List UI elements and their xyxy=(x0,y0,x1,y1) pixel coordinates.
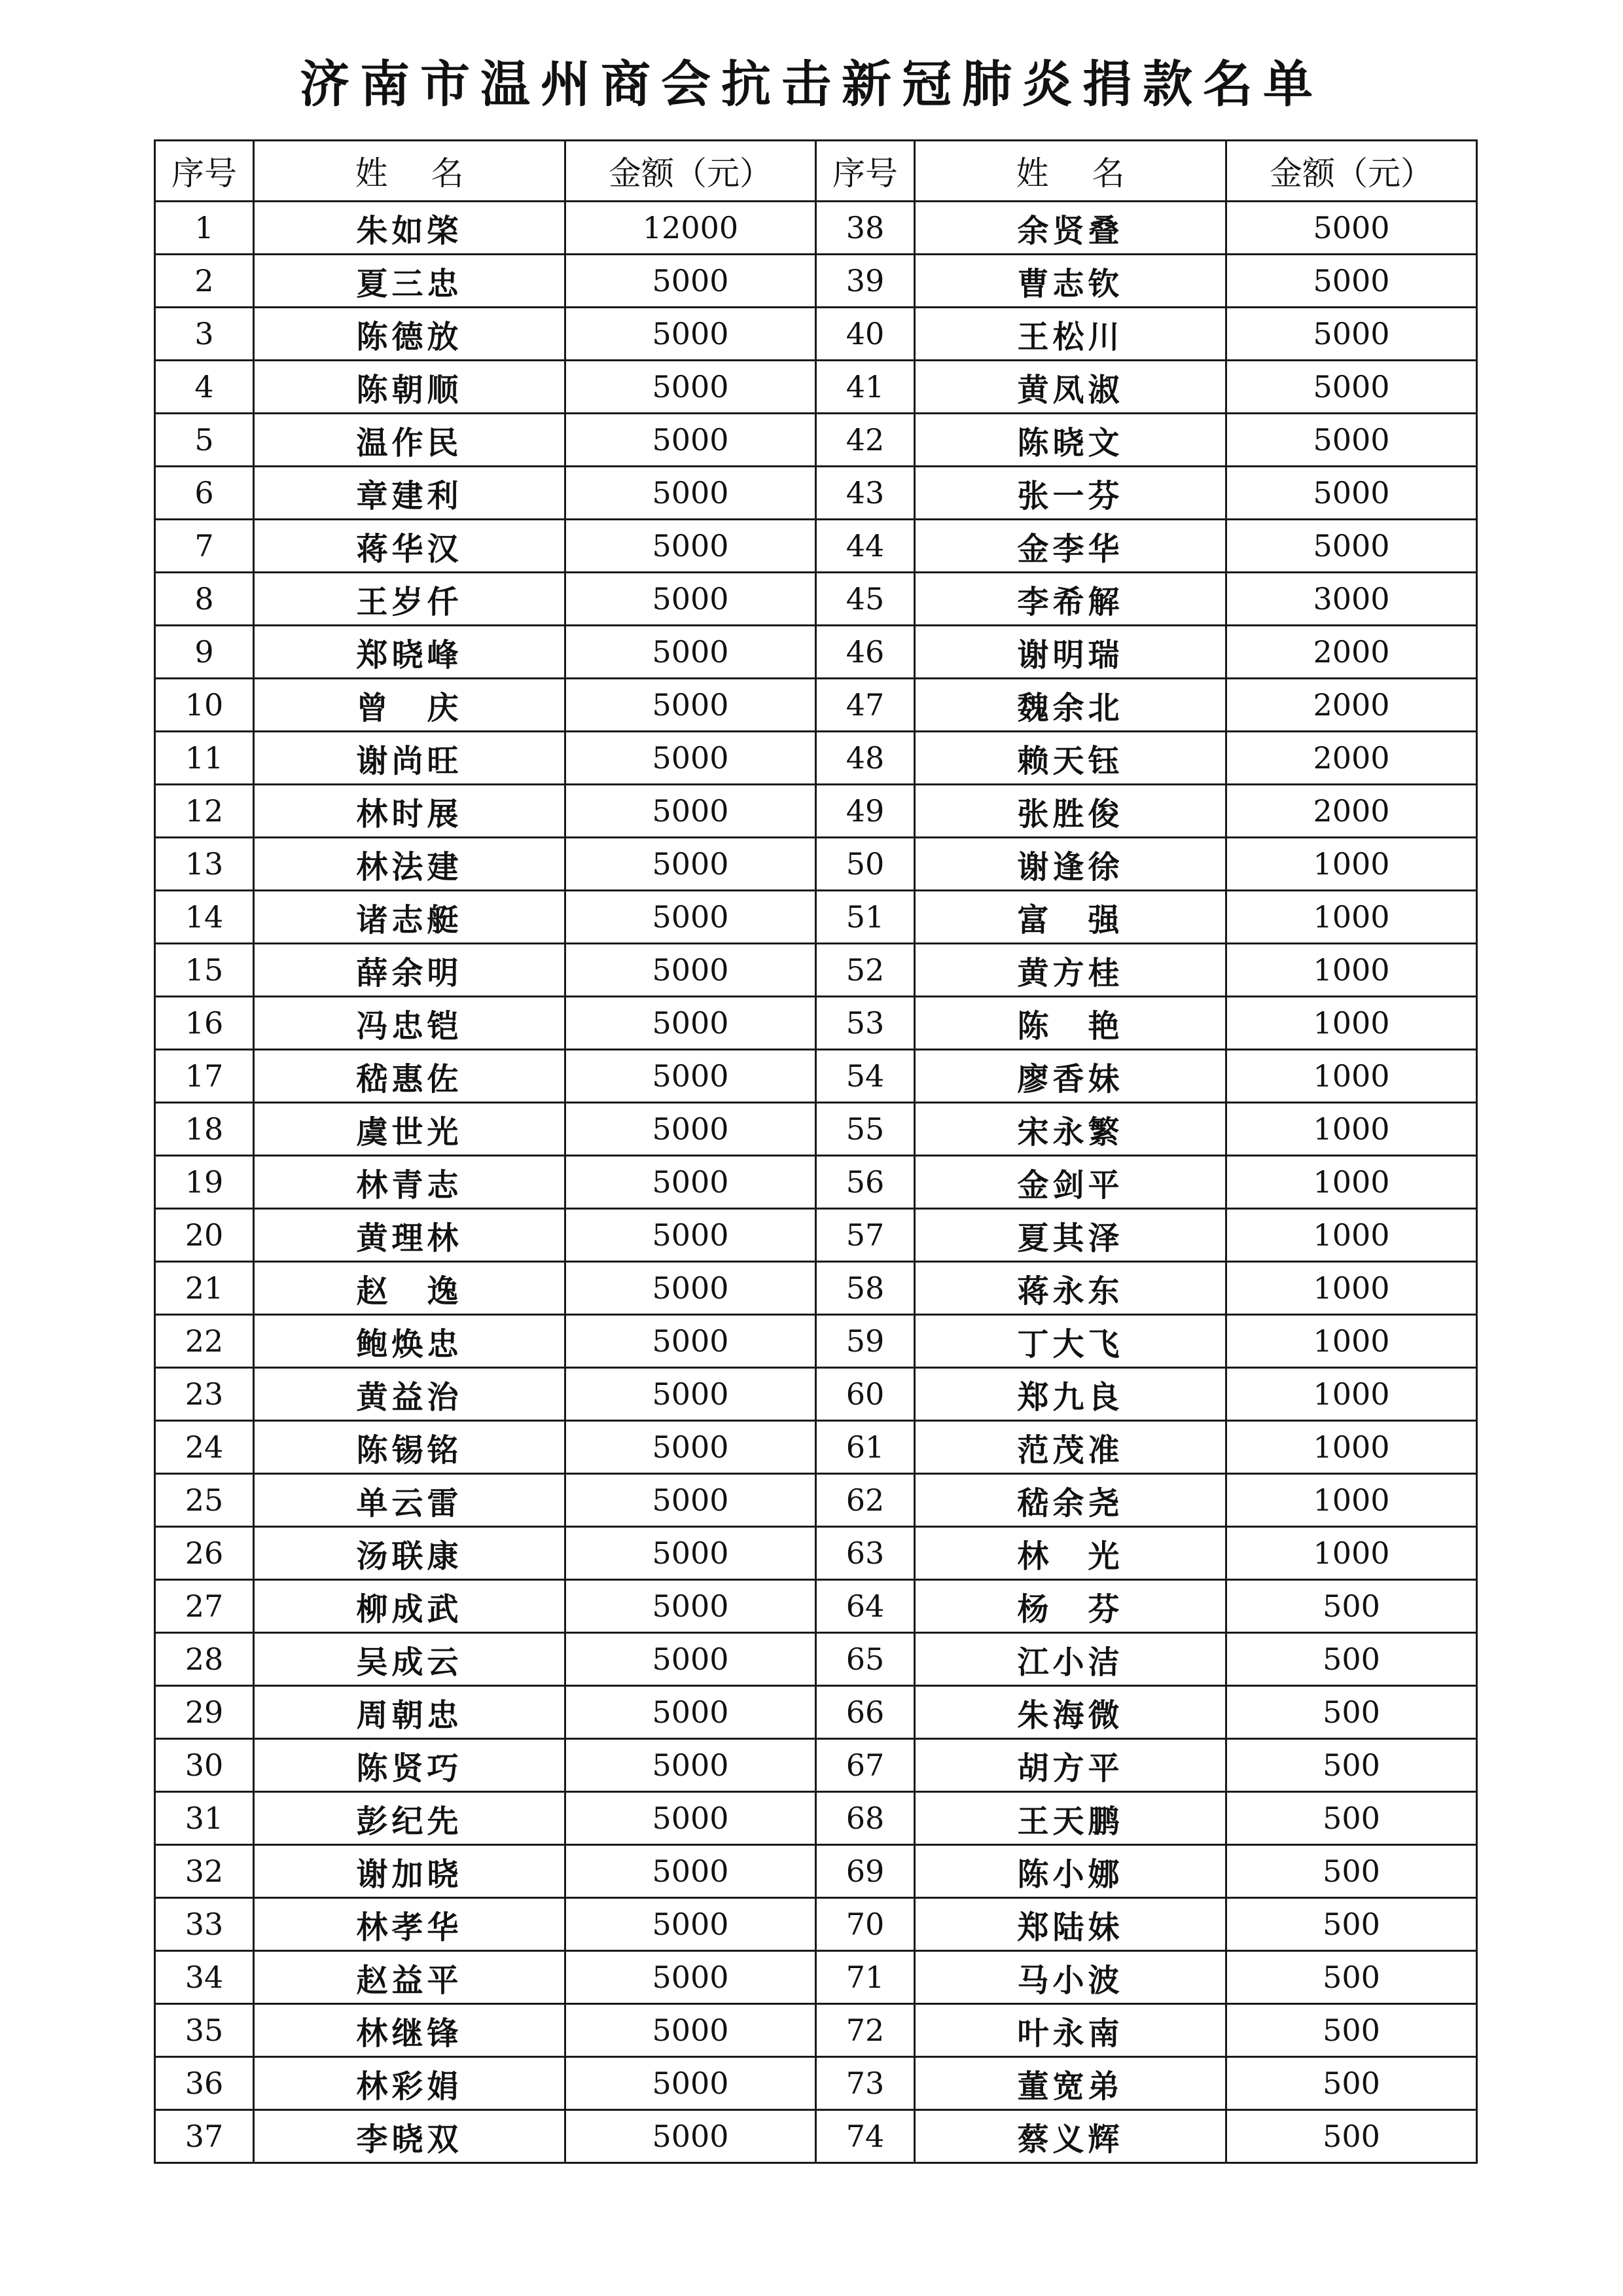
donor-number: 50 xyxy=(816,838,915,891)
donation-amount: 5000 xyxy=(565,732,816,785)
donor-name: 薛余明 xyxy=(254,944,565,997)
donor-number: 22 xyxy=(155,1315,254,1368)
donation-amount: 5000 xyxy=(565,626,816,679)
donor-name: 吴成云 xyxy=(254,1633,565,1686)
donor-number: 3 xyxy=(155,308,254,361)
donation-amount: 5000 xyxy=(565,679,816,732)
table-row xyxy=(155,520,1477,573)
donation-amount: 5000 xyxy=(565,520,816,573)
table-row xyxy=(155,1315,1477,1368)
donor-name: 虞世光 xyxy=(254,1103,565,1156)
donation-amount: 500 xyxy=(1226,1633,1477,1686)
donor-name: 魏余北 xyxy=(915,679,1226,732)
donation-amount: 5000 xyxy=(1226,520,1477,573)
donor-number: 15 xyxy=(155,944,254,997)
donor-name: 章建利 xyxy=(254,467,565,520)
donation-amount: 1000 xyxy=(1226,1368,1477,1421)
donor-number: 64 xyxy=(816,1580,915,1633)
donor-number: 34 xyxy=(155,1951,254,2004)
donation-amount: 1000 xyxy=(1226,1527,1477,1580)
header-no: 序号 xyxy=(155,141,254,202)
donor-number: 24 xyxy=(155,1421,254,1474)
table-row xyxy=(155,361,1477,414)
donor-name: 廖香妹 xyxy=(915,1050,1226,1103)
table-row xyxy=(155,308,1477,361)
donation-amount: 5000 xyxy=(565,1050,816,1103)
page-title: 济南市温州商会抗击新冠肺炎捐款名单 xyxy=(300,55,1323,113)
donor-number: 43 xyxy=(816,467,915,520)
donor-name: 王松川 xyxy=(915,308,1226,361)
donor-number: 18 xyxy=(155,1103,254,1156)
donation-amount: 2000 xyxy=(1226,626,1477,679)
donor-number: 56 xyxy=(816,1156,915,1209)
donor-number: 51 xyxy=(816,891,915,944)
donor-name: 江小洁 xyxy=(915,1633,1226,1686)
donor-number: 59 xyxy=(816,1315,915,1368)
table-row xyxy=(155,1845,1477,1898)
donor-number: 10 xyxy=(155,679,254,732)
donor-name: 诸志艇 xyxy=(254,891,565,944)
donor-name: 董宽弟 xyxy=(915,2057,1226,2110)
donation-amount: 5000 xyxy=(565,997,816,1050)
header-no: 序号 xyxy=(816,141,915,202)
donation-amount: 5000 xyxy=(565,2004,816,2057)
donor-number: 1 xyxy=(155,202,254,255)
donor-name: 陈 艳 xyxy=(915,997,1226,1050)
donation-table xyxy=(154,139,1478,2164)
donor-name: 金李华 xyxy=(915,520,1226,573)
donor-name: 李希解 xyxy=(915,573,1226,626)
donation-amount: 5000 xyxy=(565,1156,816,1209)
table-row xyxy=(155,1686,1477,1739)
donation-amount: 1000 xyxy=(1226,1262,1477,1315)
donor-number: 45 xyxy=(816,573,915,626)
donor-number: 27 xyxy=(155,1580,254,1633)
table-header-row xyxy=(155,141,1477,202)
donor-name: 余贤叠 xyxy=(915,202,1226,255)
donor-name: 富 强 xyxy=(915,891,1226,944)
donor-number: 54 xyxy=(816,1050,915,1103)
donor-number: 4 xyxy=(155,361,254,414)
donor-number: 19 xyxy=(155,1156,254,1209)
donor-number: 47 xyxy=(816,679,915,732)
donor-name: 林彩娟 xyxy=(254,2057,565,2110)
donor-name: 林孝华 xyxy=(254,1898,565,1951)
donation-amount: 5000 xyxy=(565,2057,816,2110)
donor-number: 7 xyxy=(155,520,254,573)
donor-number: 55 xyxy=(816,1103,915,1156)
donor-number: 44 xyxy=(816,520,915,573)
donor-number: 12 xyxy=(155,785,254,838)
table-row xyxy=(155,467,1477,520)
donor-name: 林青志 xyxy=(254,1156,565,1209)
donation-amount: 1000 xyxy=(1226,1156,1477,1209)
donor-number: 41 xyxy=(816,361,915,414)
donor-number: 69 xyxy=(816,1845,915,1898)
donor-name: 黄益治 xyxy=(254,1368,565,1421)
donor-name: 鲍焕忠 xyxy=(254,1315,565,1368)
donor-number: 36 xyxy=(155,2057,254,2110)
donation-amount: 500 xyxy=(1226,2004,1477,2057)
donation-amount: 5000 xyxy=(1226,308,1477,361)
donor-number: 32 xyxy=(155,1845,254,1898)
donor-number: 33 xyxy=(155,1898,254,1951)
donation-amount: 5000 xyxy=(565,1262,816,1315)
donor-number: 16 xyxy=(155,997,254,1050)
donation-amount: 5000 xyxy=(565,2110,816,2163)
table-row xyxy=(155,1103,1477,1156)
donor-name: 胡方平 xyxy=(915,1739,1226,1792)
table-row xyxy=(155,626,1477,679)
table-row xyxy=(155,1951,1477,2004)
donor-name: 郑九良 xyxy=(915,1368,1226,1421)
donation-amount: 1000 xyxy=(1226,1050,1477,1103)
donor-number: 73 xyxy=(816,2057,915,2110)
donor-number: 58 xyxy=(816,1262,915,1315)
donation-amount: 5000 xyxy=(565,1792,816,1845)
donor-number: 21 xyxy=(155,1262,254,1315)
donor-name: 谢尚旺 xyxy=(254,732,565,785)
donation-amount: 500 xyxy=(1226,2057,1477,2110)
donor-name: 蒋永东 xyxy=(915,1262,1226,1315)
donation-amount: 5000 xyxy=(565,1474,816,1527)
donation-amount: 1000 xyxy=(1226,838,1477,891)
table-row xyxy=(155,1527,1477,1580)
donation-amount: 5000 xyxy=(565,944,816,997)
donation-amount: 5000 xyxy=(565,1368,816,1421)
donor-name: 陈德放 xyxy=(254,308,565,361)
donor-name: 单云雷 xyxy=(254,1474,565,1527)
donation-amount: 1000 xyxy=(1226,1315,1477,1368)
donor-name: 郑陆妹 xyxy=(915,1898,1226,1951)
table-row xyxy=(155,1156,1477,1209)
donor-number: 9 xyxy=(155,626,254,679)
donor-name: 柳成武 xyxy=(254,1580,565,1633)
donation-amount: 500 xyxy=(1226,1686,1477,1739)
donor-name: 蒋华汉 xyxy=(254,520,565,573)
donor-name: 马小波 xyxy=(915,1951,1226,2004)
donor-name: 陈晓文 xyxy=(915,414,1226,467)
donor-name: 金剑平 xyxy=(915,1156,1226,1209)
donation-amount: 5000 xyxy=(565,1209,816,1262)
donor-name: 冯忠铠 xyxy=(254,997,565,1050)
table-row xyxy=(155,1580,1477,1633)
donation-amount: 5000 xyxy=(565,1315,816,1368)
donor-name: 黄理林 xyxy=(254,1209,565,1262)
table-row xyxy=(155,573,1477,626)
donation-amount: 5000 xyxy=(565,255,816,308)
table-row xyxy=(155,785,1477,838)
donor-name: 赵益平 xyxy=(254,1951,565,2004)
donation-amount: 1000 xyxy=(1226,1103,1477,1156)
donor-name: 林时展 xyxy=(254,785,565,838)
donation-amount: 5000 xyxy=(565,1527,816,1580)
donation-amount: 5000 xyxy=(565,1845,816,1898)
donor-number: 37 xyxy=(155,2110,254,2163)
donor-number: 68 xyxy=(816,1792,915,1845)
table-row xyxy=(155,838,1477,891)
donation-amount: 500 xyxy=(1226,2110,1477,2163)
donor-name: 朱海微 xyxy=(915,1686,1226,1739)
donation-amount: 2000 xyxy=(1226,732,1477,785)
table-row xyxy=(155,1739,1477,1792)
donor-number: 25 xyxy=(155,1474,254,1527)
donor-name: 彭纪先 xyxy=(254,1792,565,1845)
donation-amount: 500 xyxy=(1226,1845,1477,1898)
donor-name: 陈小娜 xyxy=(915,1845,1226,1898)
donation-amount: 1000 xyxy=(1226,1209,1477,1262)
header-name: 姓 名 xyxy=(915,141,1226,202)
donor-name: 谢明瑞 xyxy=(915,626,1226,679)
donation-amount: 5000 xyxy=(565,785,816,838)
donor-number: 5 xyxy=(155,414,254,467)
donor-name: 林法建 xyxy=(254,838,565,891)
table-row xyxy=(155,2110,1477,2163)
donor-number: 26 xyxy=(155,1527,254,1580)
donor-number: 65 xyxy=(816,1633,915,1686)
donor-name: 范茂准 xyxy=(915,1421,1226,1474)
table-row xyxy=(155,1792,1477,1845)
donor-name: 张胜俊 xyxy=(915,785,1226,838)
donation-amount: 500 xyxy=(1226,1739,1477,1792)
table-row xyxy=(155,1050,1477,1103)
donation-amount: 5000 xyxy=(1226,202,1477,255)
donor-name: 曾 庆 xyxy=(254,679,565,732)
donor-name: 汤联康 xyxy=(254,1527,565,1580)
donation-amount: 5000 xyxy=(565,1898,816,1951)
donor-name: 夏三忠 xyxy=(254,255,565,308)
donor-number: 35 xyxy=(155,2004,254,2057)
donor-number: 62 xyxy=(816,1474,915,1527)
table-row xyxy=(155,997,1477,1050)
donor-name: 张一芬 xyxy=(915,467,1226,520)
donor-number: 11 xyxy=(155,732,254,785)
donation-amount: 5000 xyxy=(1226,255,1477,308)
donor-name: 丁大飞 xyxy=(915,1315,1226,1368)
table-row xyxy=(155,1368,1477,1421)
table-row xyxy=(155,2004,1477,2057)
donor-number: 57 xyxy=(816,1209,915,1262)
donation-amount: 500 xyxy=(1226,1951,1477,2004)
donation-amount: 5000 xyxy=(565,573,816,626)
donation-amount: 1000 xyxy=(1226,1421,1477,1474)
donation-amount: 12000 xyxy=(565,202,816,255)
donor-name: 杨 芬 xyxy=(915,1580,1226,1633)
donor-name: 陈朝顺 xyxy=(254,361,565,414)
donor-name: 李晓双 xyxy=(254,2110,565,2163)
donation-amount: 500 xyxy=(1226,1898,1477,1951)
header-amount: 金额（元） xyxy=(1226,141,1477,202)
donation-amount: 5000 xyxy=(565,1633,816,1686)
donor-name: 陈锡铭 xyxy=(254,1421,565,1474)
donation-amount: 5000 xyxy=(565,414,816,467)
donor-name: 温作民 xyxy=(254,414,565,467)
donation-amount: 5000 xyxy=(565,1739,816,1792)
table-row xyxy=(155,202,1477,255)
table-row xyxy=(155,255,1477,308)
donor-name: 黄方桂 xyxy=(915,944,1226,997)
donor-number: 61 xyxy=(816,1421,915,1474)
table-row xyxy=(155,1898,1477,1951)
donor-name: 叶永南 xyxy=(915,2004,1226,2057)
donation-amount: 2000 xyxy=(1226,785,1477,838)
donor-name: 赖天钰 xyxy=(915,732,1226,785)
donor-name: 夏其泽 xyxy=(915,1209,1226,1262)
donor-name: 王天鹏 xyxy=(915,1792,1226,1845)
donor-number: 48 xyxy=(816,732,915,785)
donor-number: 31 xyxy=(155,1792,254,1845)
donation-amount: 5000 xyxy=(565,1580,816,1633)
donation-amount: 5000 xyxy=(565,308,816,361)
table-row xyxy=(155,944,1477,997)
donation-amount: 1000 xyxy=(1226,997,1477,1050)
donation-amount: 5000 xyxy=(565,1103,816,1156)
donation-amount: 5000 xyxy=(565,1421,816,1474)
donor-number: 23 xyxy=(155,1368,254,1421)
donation-amount: 3000 xyxy=(1226,573,1477,626)
donor-name: 嵇余尧 xyxy=(915,1474,1226,1527)
donor-name: 郑晓峰 xyxy=(254,626,565,679)
donor-number: 70 xyxy=(816,1898,915,1951)
donor-number: 29 xyxy=(155,1686,254,1739)
donor-number: 66 xyxy=(816,1686,915,1739)
donation-amount: 5000 xyxy=(1226,467,1477,520)
donor-name: 周朝忠 xyxy=(254,1686,565,1739)
donor-number: 40 xyxy=(816,308,915,361)
donor-number: 52 xyxy=(816,944,915,997)
donor-name: 林 光 xyxy=(915,1527,1226,1580)
donor-number: 17 xyxy=(155,1050,254,1103)
donation-amount: 1000 xyxy=(1226,891,1477,944)
donation-amount: 500 xyxy=(1226,1792,1477,1845)
donor-number: 74 xyxy=(816,2110,915,2163)
donation-amount: 1000 xyxy=(1226,944,1477,997)
donation-amount: 5000 xyxy=(1226,414,1477,467)
donor-number: 53 xyxy=(816,997,915,1050)
donor-name: 林继锋 xyxy=(254,2004,565,2057)
table-row xyxy=(155,679,1477,732)
donor-number: 39 xyxy=(816,255,915,308)
donor-number: 42 xyxy=(816,414,915,467)
donation-amount: 500 xyxy=(1226,1580,1477,1633)
donor-number: 2 xyxy=(155,255,254,308)
table-row xyxy=(155,1262,1477,1315)
table-row xyxy=(155,891,1477,944)
donor-name: 朱如棨 xyxy=(254,202,565,255)
donor-number: 63 xyxy=(816,1527,915,1580)
donor-number: 14 xyxy=(155,891,254,944)
donor-number: 30 xyxy=(155,1739,254,1792)
donor-name: 王岁仟 xyxy=(254,573,565,626)
donor-number: 49 xyxy=(816,785,915,838)
donation-amount: 5000 xyxy=(565,361,816,414)
table-row xyxy=(155,732,1477,785)
donor-number: 46 xyxy=(816,626,915,679)
donation-amount: 1000 xyxy=(1226,1474,1477,1527)
donor-number: 38 xyxy=(816,202,915,255)
donation-amount: 5000 xyxy=(565,1686,816,1739)
table-row xyxy=(155,1421,1477,1474)
donor-name: 谢逢徐 xyxy=(915,838,1226,891)
donation-amount: 5000 xyxy=(1226,361,1477,414)
table-row xyxy=(155,2057,1477,2110)
table-row xyxy=(155,1633,1477,1686)
donor-name: 嵇惠佐 xyxy=(254,1050,565,1103)
donor-number: 20 xyxy=(155,1209,254,1262)
donor-name: 蔡义辉 xyxy=(915,2110,1226,2163)
donor-number: 67 xyxy=(816,1739,915,1792)
donor-name: 黄凤淑 xyxy=(915,361,1226,414)
header-name: 姓 名 xyxy=(254,141,565,202)
donor-name: 宋永繁 xyxy=(915,1103,1226,1156)
table-row xyxy=(155,1209,1477,1262)
donation-amount: 5000 xyxy=(565,1951,816,2004)
donor-name: 陈贤巧 xyxy=(254,1739,565,1792)
donor-number: 13 xyxy=(155,838,254,891)
donation-amount: 5000 xyxy=(565,891,816,944)
donation-amount: 2000 xyxy=(1226,679,1477,732)
donor-number: 72 xyxy=(816,2004,915,2057)
donor-name: 曹志钦 xyxy=(915,255,1226,308)
donor-number: 28 xyxy=(155,1633,254,1686)
table-body xyxy=(155,202,1477,2163)
table-row xyxy=(155,414,1477,467)
donor-name: 谢加晓 xyxy=(254,1845,565,1898)
donor-number: 6 xyxy=(155,467,254,520)
donor-number: 8 xyxy=(155,573,254,626)
table-row xyxy=(155,1474,1477,1527)
donor-number: 60 xyxy=(816,1368,915,1421)
header-amount: 金额（元） xyxy=(565,141,816,202)
donor-number: 71 xyxy=(816,1951,915,2004)
donation-amount: 5000 xyxy=(565,467,816,520)
donor-name: 赵 逸 xyxy=(254,1262,565,1315)
donation-amount: 5000 xyxy=(565,838,816,891)
